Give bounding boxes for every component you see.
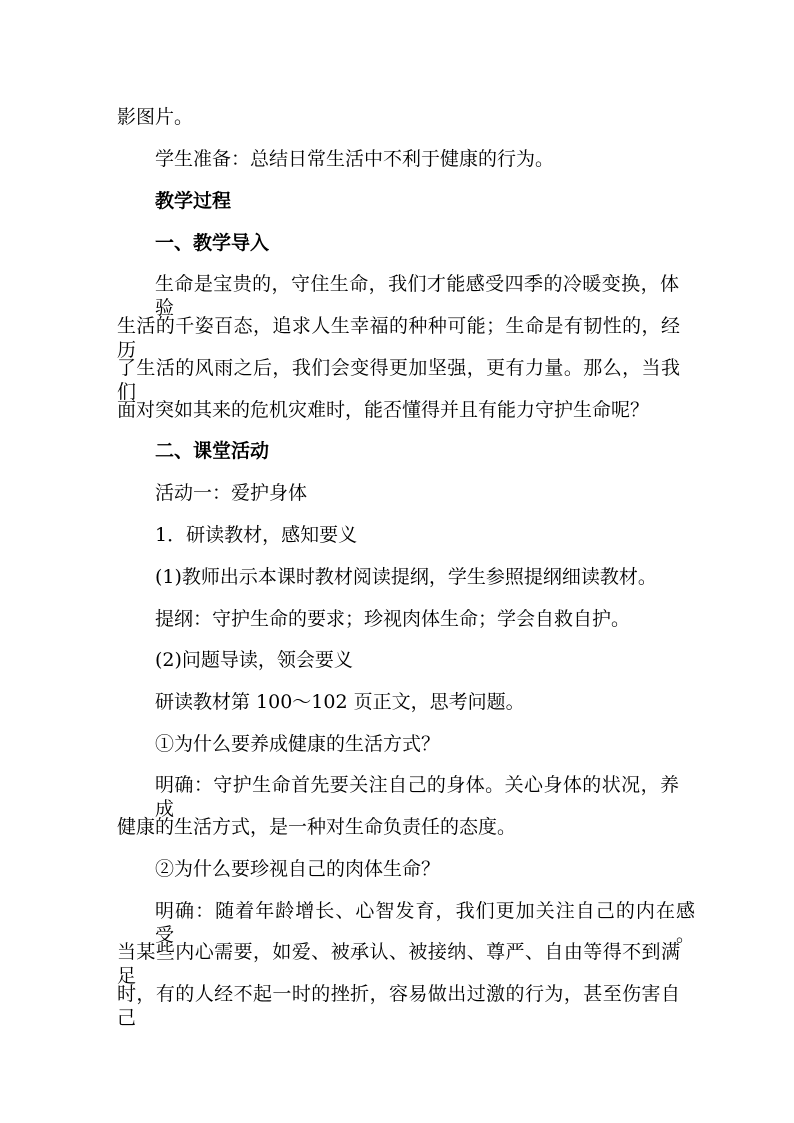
text-line: 学生准备：总结日常生活中不利于健康的行为。 [155,148,555,170]
answer-line: 当某些内心需要，如爱、被承认、被接纳、尊严、自由等得不到满足 [117,941,680,987]
text-line: (1)教师出示本课时教材阅读提纲，学生参照提纲细读教材。 [155,566,657,588]
paragraph-line: 面对突如其来的危机灾难时，能否懂得并且有能力守护生命呢？ [117,399,650,421]
question-line: ①为什么要养成健康的生活方式？ [155,733,441,755]
section-heading: 教学过程 [155,190,232,212]
text-line: (2)问题导读，领会要义 [155,649,353,671]
section-heading: 二、课堂活动 [155,440,270,462]
subsection-title: 1．研读教材，感知要义 [155,524,358,546]
text-line: 研读教材第 100～102 页正文，思考问题。 [155,691,525,713]
answer-line: 时，有的人经不起一时的挫折，容易做出过激的行为，甚至伤害自己 [117,983,680,1029]
text-line: 影图片。 [117,106,194,128]
paragraph-line: 生命是宝贵的，守住生命，我们才能感受四季的冷暖变换，体验 [155,273,679,319]
answer-line: 明确：随着年龄增长、心智发育，我们更加关注自己的内在感受。 [155,900,695,946]
answer-line: 健康的生活方式，是一种对生命负责任的态度。 [117,816,517,838]
text-line: 提纲：守护生命的要求；珍视肉体生命；学会自救自护。 [155,608,631,630]
section-heading: 一、教学导入 [155,232,270,254]
answer-line: 明确：守护生命首先要关注自己的身体。关心身体的状况，养成 [155,774,679,820]
paragraph-line: 了生活的风雨之后，我们会变得更加坚强，更有力量。那么，当我们 [117,357,680,403]
question-line: ②为什么要珍视自己的肉体生命？ [155,858,441,880]
paragraph-line: 生活的千姿百态，追求人生幸福的种种可能；生命是有韧性的，经历 [117,315,680,361]
activity-title: 活动一：爱护身体 [155,482,308,504]
